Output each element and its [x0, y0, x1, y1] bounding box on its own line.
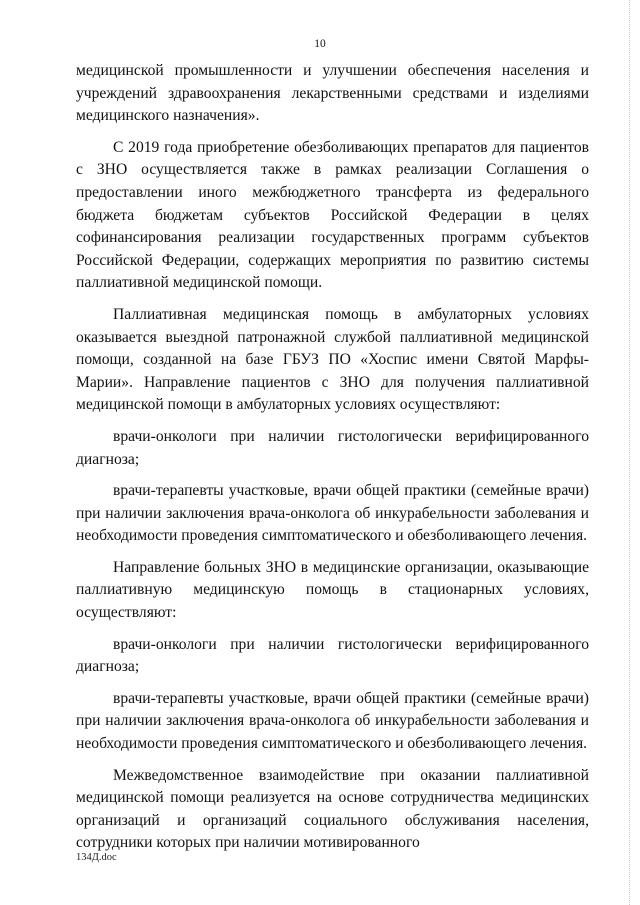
paragraph-interagency-cooperation: Межведомственное взаимодействие при оказании паллиативной медицинской помощи реализуется на основе сотрудничества медицинских организаций и организаций социального обслуживания населения, сотрудники которых при наличии мотивированного — [76, 766, 589, 852]
paragraph-outpatient-care: Паллиативная медицинская помощь в амбулаторных условиях оказывается выездной патронажной службой паллиативной медицинской помощи, созданной на базе ГБУЗ ПО «Хоспис имени Святой Марфы-Марии». Направление пациентов с ЗНО для получения паллиативной медицинской помощи в амбулаторных условиях осуществляют: — [76, 305, 589, 414]
scan-edge-line — [629, 0, 630, 905]
paragraph-therapists-inpatient: врачи-терапевты участковые, врачи общей практики (семейные врачи) при наличии заключения врача-онколога об инкурабельности заболевания и необходимости проведения симптоматического и обезболивающего лечения. — [76, 689, 589, 753]
paragraph-therapists-outpatient: врачи-терапевты участковые, врачи общей практики (семейные врачи) при наличии заключения врача-онколога об инкурабельности заболевания и необходимости проведения симптоматического и обезболивающего лечения. — [76, 482, 589, 545]
paragraph-2019-procurement: С 2019 года приобретение обезболивающих препаратов для пациентов с ЗНО осуществляется также в рамках реализации Соглашения о предоставлении иного межбюджетного трансферта из федерального бюджета бюджетам субъектов Российской Федерации в целях софинансирования реализации государственных программ субъектов Российской Федерации, содержащих мероприятия по развитию системы паллиативной медицинской помощи. — [76, 138, 589, 292]
footer-filename: 134Д.doc — [76, 852, 117, 863]
page-number: 10 — [314, 38, 326, 50]
paragraph-continuation: медицинской промышленности и улучшении обеспечения населения и учреждений здравоохранения лекарственными средствами и изделиями медицинского назначения». — [76, 62, 589, 125]
paragraph-oncologists-inpatient: врачи-онкологи при наличии гистологически верифицированного диагноза; — [76, 635, 589, 676]
paragraph-oncologists-outpatient: врачи-онкологи при наличии гистологически верифицированного диагноза; — [76, 427, 589, 468]
document-body — [76, 60, 589, 855]
paragraph-inpatient-referral: Направление больных ЗНО в медицинские организации, оказывающие паллиативную медицинскую помощь в стационарных условиях, осуществляют: — [76, 558, 589, 622]
